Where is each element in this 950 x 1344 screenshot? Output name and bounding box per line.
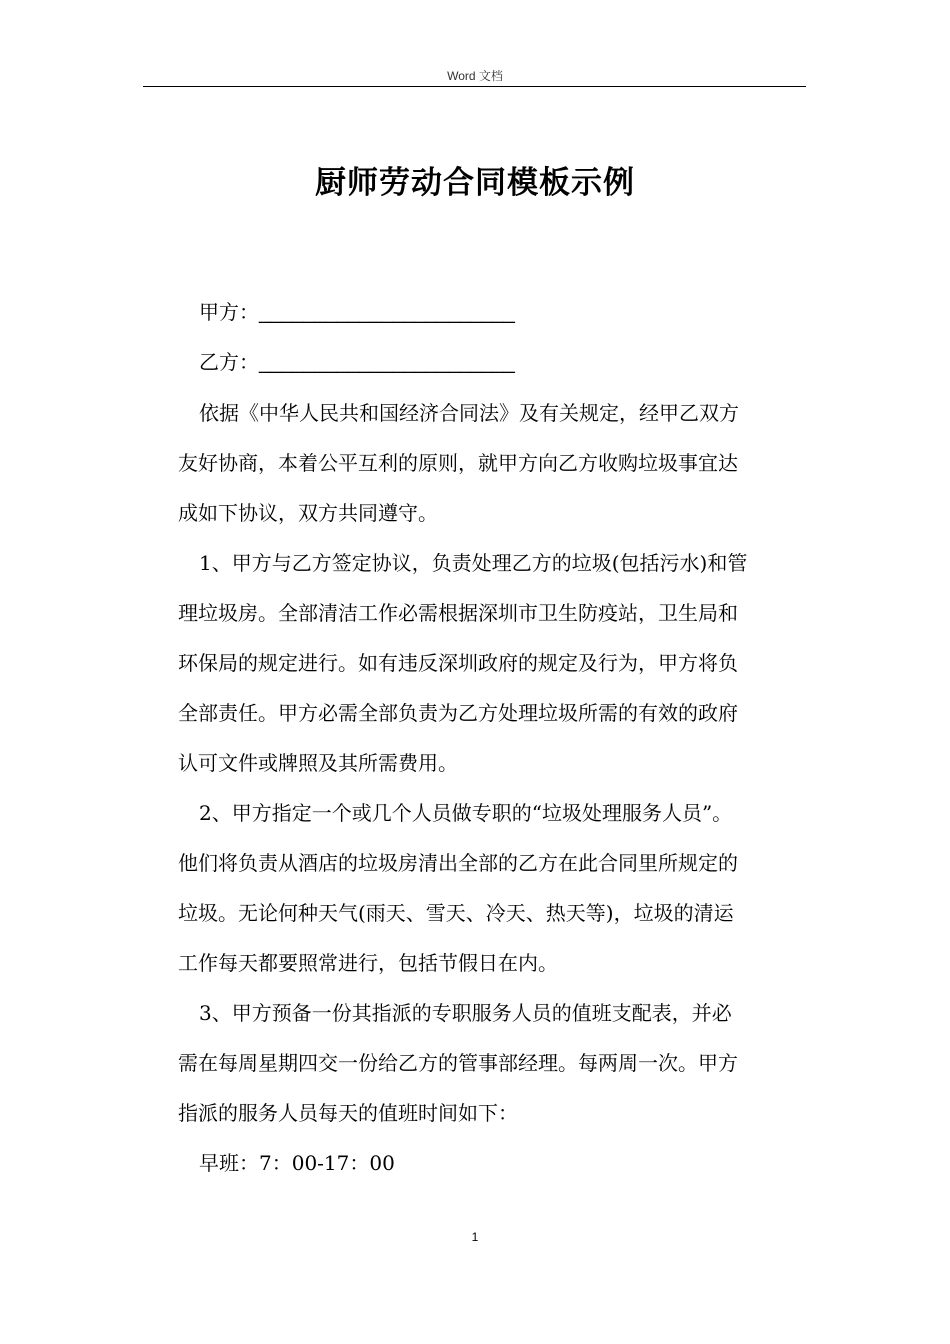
- page-number: 1: [471, 1230, 479, 1244]
- party-a-line: 甲方：_______________________: [199, 302, 515, 324]
- paragraph-line: 1、甲方与乙方签定协议，负责处理乙方的垃圾(包括污水)和管: [199, 551, 748, 575]
- paragraph-line: 需在每周星期四交一份给乙方的管事部经理。每两周一次。甲方: [178, 1051, 738, 1075]
- paragraph-line: 指派的服务人员每天的值班时间如下：: [178, 1101, 518, 1125]
- document-title: 厨师劳动合同模板示例: [315, 165, 635, 201]
- paragraph-line: 3、甲方预备一份其指派的专职服务人员的值班支配表，并必: [199, 1001, 732, 1025]
- page-header: Word 文档: [447, 69, 503, 83]
- paragraph-line: 垃圾。无论何种天气(雨天、雪天、冷天、热天等)，垃圾的清运: [178, 901, 734, 925]
- paragraph-line: 工作每天都要照常进行，包括节假日在内。: [178, 951, 558, 975]
- paragraph-line: 他们将负责从酒店的垃圾房清出全部的乙方在此合同里所规定的: [178, 851, 738, 875]
- paragraph-line: 全部责任。甲方必需全部负责为乙方处理垃圾所需的有效的政府: [178, 701, 738, 725]
- paragraph-line: 成如下协议，双方共同遵守。: [178, 501, 438, 525]
- paragraph-line: 认可文件或牌照及其所需费用。: [178, 751, 458, 775]
- paragraph-line: 理垃圾房。全部清洁工作必需根据深圳市卫生防疫站，卫生局和: [178, 601, 738, 625]
- document-body: [178, 288, 804, 1188]
- paragraph-line: 依据《中华人民共和国经济合同法》及有关规定，经甲乙双方: [199, 401, 739, 425]
- schedule-line: 早班：7：00-17：00: [199, 1151, 395, 1175]
- header-divider: [143, 86, 806, 87]
- paragraph-line: 友好协商，本着公平互利的原则，就甲方向乙方收购垃圾事宜达: [178, 451, 738, 475]
- party-b-line: 乙方：_______________________: [199, 352, 515, 374]
- paragraph-line: 2、甲方指定一个或几个人员做专职的“垃圾处理服务人员”。: [199, 801, 733, 825]
- paragraph-line: 环保局的规定进行。如有违反深圳政府的规定及行为，甲方将负: [178, 651, 738, 675]
